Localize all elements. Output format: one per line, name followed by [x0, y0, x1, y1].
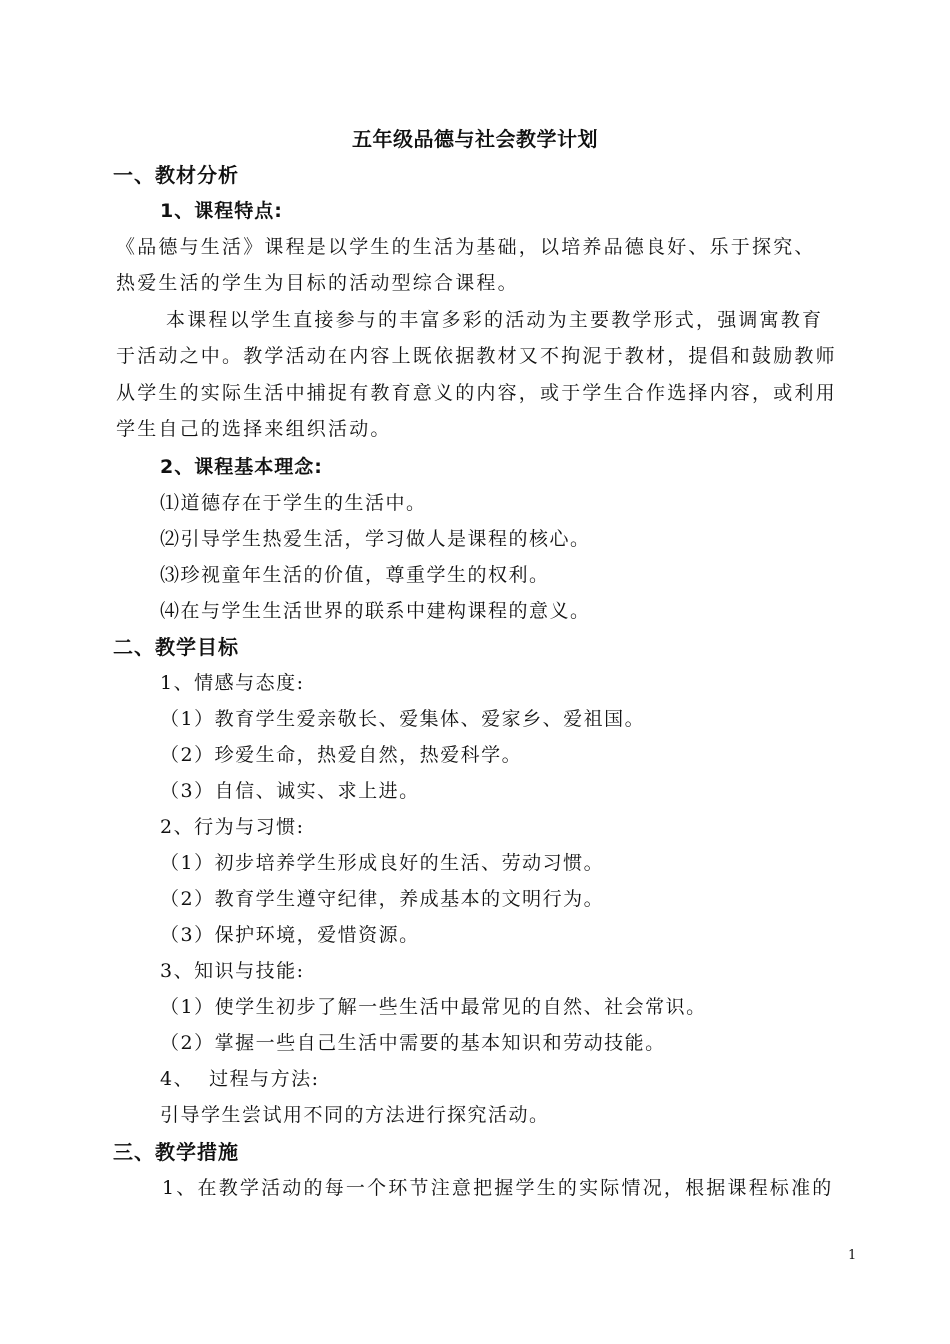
- subheading-course-concepts: 2、课程基本理念:: [160, 456, 323, 478]
- list-item: （2）珍爱生命，热爱自然，热爱科学。: [160, 744, 523, 766]
- section-heading-teaching-goals: 二、教学目标: [113, 635, 239, 659]
- list-item: （2）掌握一些自己生活中需要的基本知识和劳动技能。: [160, 1032, 666, 1054]
- list-item: ⑴道德存在于学生的生活中。: [160, 492, 427, 514]
- list-item: （2）教育学生遵守纪律，养成基本的文明行为。: [160, 888, 605, 910]
- list-item: （1）教育学生爱亲敬长、爱集体、爱家乡、爱祖国。: [160, 708, 646, 730]
- goal-heading: 2、行为与习惯:: [160, 816, 305, 838]
- paragraph-line: 本课程以学生直接参与的丰富多彩的活动为主要教学形式，强调寓教育: [166, 309, 824, 331]
- list-item: ⑵引导学生热爱生活，学习做人是课程的核心。: [160, 528, 591, 550]
- list-item: （1）使学生初步了解一些生活中最常见的自然、社会常识。: [160, 996, 707, 1018]
- paragraph-line: 热爱生活的学生为目标的活动型综合课程。: [116, 272, 519, 294]
- list-item: （3）自信、诚实、求上进。: [160, 780, 420, 802]
- list-item: （3）保护环境，爱惜资源。: [160, 924, 420, 946]
- paragraph-line: 1、在教学活动的每一个环节注意把握学生的实际情况，根据课程标准的: [162, 1177, 834, 1199]
- page-number: 1: [848, 1248, 857, 1263]
- list-item: ⑷在与学生生活世界的联系中建构课程的意义。: [160, 600, 591, 622]
- section-heading-teaching-material-analysis: 一、教材分析: [113, 163, 239, 187]
- paragraph-line: 《品德与生活》课程是以学生的生活为基础，以培养品德良好、乐于探究、: [116, 236, 816, 258]
- goal-heading: 4、 过程与方法:: [160, 1068, 320, 1090]
- paragraph-line: 学生自己的选择来组织活动。: [116, 418, 392, 440]
- paragraph-line: 于活动之中。教学活动在内容上既依据教材又不拘泥于教材，提倡和鼓励教师: [116, 345, 837, 367]
- list-item: （1）初步培养学生形成良好的生活、劳动习惯。: [160, 852, 605, 874]
- document-title: 五年级品德与社会教学计划: [352, 127, 598, 151]
- list-item: ⑶珍视童年生活的价值，尊重学生的权利。: [160, 564, 550, 586]
- subheading-course-features: 1、课程特点:: [160, 200, 283, 222]
- paragraph-line: 引导学生尝试用不同的方法进行探究活动。: [160, 1104, 550, 1126]
- paragraph-line: 从学生的实际生活中捕捉有教育意义的内容，或于学生合作选择内容，或利用: [116, 382, 837, 404]
- goal-heading: 1、情感与态度:: [160, 672, 305, 694]
- goal-heading: 3、知识与技能:: [160, 960, 305, 982]
- section-heading-teaching-measures: 三、教学措施: [113, 1140, 239, 1164]
